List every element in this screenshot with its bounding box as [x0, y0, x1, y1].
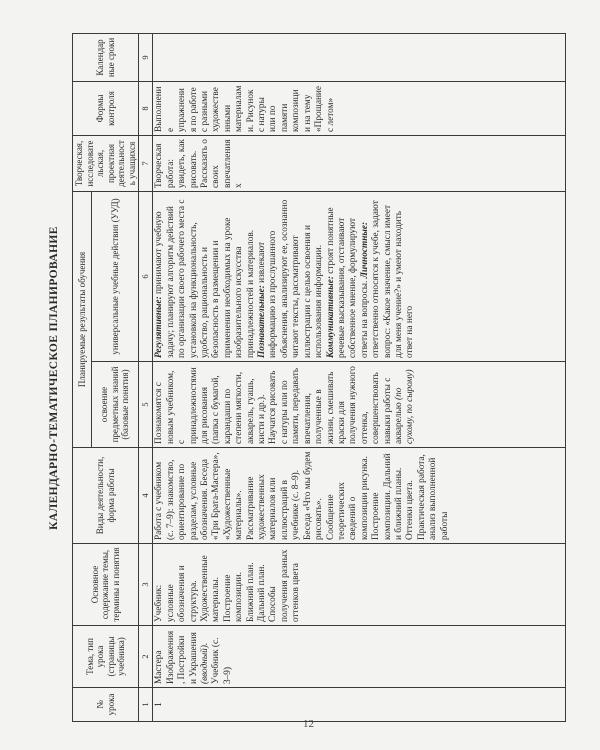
col-number: 4 [139, 448, 153, 544]
header-creative: Творческая, исследовательская, проектная деятельность учащихся [73, 135, 139, 191]
header-uud: универсальные учебные действия (УУД) [91, 191, 138, 361]
table-row [153, 33, 566, 721]
lesson-content: Учебник: условные обозначения и структура. Художественные материалы. Построение композиции. Ближний план. Дальний план. Способы получения разных оттенков цвета [153, 544, 566, 626]
rotated-page [48, 28, 600, 728]
uud-communicative-text: строят понятные речевые высказывания, отстаивают собственное мнение, формулируют ответы на вопросы. [325, 207, 370, 358]
lesson-creative: Творческая работа: увидеть, как рисовать. Рассказать о своих впечатлениях [153, 135, 566, 191]
lesson-number: 1 [153, 688, 566, 722]
header-lesson-number: № урока [73, 688, 139, 722]
uud-personal-label: Личностные: [359, 221, 370, 279]
page-number: 12 [303, 718, 314, 730]
col-number: 2 [139, 626, 153, 688]
lesson-dates [153, 33, 566, 81]
column-number-row [139, 33, 153, 721]
header-activities: Виды деятельности, форма работы [73, 448, 139, 544]
header-control: Формы контроля [73, 81, 139, 135]
header-content: Основное содержание темы, термины и понятия [73, 544, 139, 626]
lesson-topic [153, 626, 566, 688]
planning-table [72, 33, 566, 722]
lesson-activities: Работа с учебником (с. 7–9): знакомство, ориентирование по разделам, условные обозначения. Беседа «Три Брата-Мастера», «Художественные материалы». Рассматривание художественных материалов или иллюстраций в учебнике (с. 8–9). Беседа «Что мы будем рисовать». Сообщение теоретических сведений о композиции рисунка. Построение композиции. Дальний и ближний планы. Оттенки цвета. Практическая работа, анализ выполненной работы [153, 448, 566, 544]
header-topic: Тема, тип урока (страницы учебника) [73, 626, 139, 688]
col-number: 8 [139, 81, 153, 135]
uud-cognitive-text: извлекают информацию из прослушанного объяснения, анализируют ее, осознанно читают тексты, рассматривают иллюстрации с целью освоения и использования информации. [257, 199, 325, 358]
page-title: КАЛЕНДАРНО-ТЕМАТИЧЕСКОЕ ПЛАНИРОВАНИЕ [48, 226, 60, 530]
uud-regulative-text: принимают учебную задачу; планируют алгоритм действий по организации своего рабочего места с установкой на функциональность, удобство, рациональность и безопасность в размещении и применении необходимых на уроке изобразительного искусства принадлежностей и материалов. [154, 199, 256, 358]
header-knowledge: освоение предметных знаний (базовые понятия) [91, 362, 138, 448]
header-row [73, 33, 92, 721]
knowledge-text-2: Научатся рисовать с натуры или по памяти, передавать впечатления, полученные в жизни, смешивать краски для получения нужного оттенка, совершенствовать навыки работы с акварелью [268, 366, 404, 444]
knowledge-text-1: Познакомятся с новым учебником, с принадлежностями для рисования (папка с бумагой, карандаши по степени мягкости, акварель, гуашь, кисти и др.). [154, 367, 268, 444]
lesson-knowledge [153, 362, 566, 448]
header-planned-results: Планируемые результаты обучения [73, 191, 92, 447]
col-number: 6 [139, 191, 153, 361]
knowledge-text-3: (по сухому, по сырому) [393, 369, 416, 444]
col-number: 3 [139, 544, 153, 626]
lesson-uud [153, 191, 566, 361]
header-dates: Календарные сроки [73, 33, 139, 81]
topic-pages: Учебник (с. 3–9) [211, 637, 233, 684]
col-number: 5 [139, 362, 153, 448]
lesson-control: Выполнение упражнения по работе с разными художественными материалами. Рисунок с натуры или по памяти композиции на тему «Прощание с летом» [153, 81, 566, 135]
col-number: 1 [139, 688, 153, 722]
uud-communicative-label: Коммуникативные: [325, 276, 336, 358]
col-number: 9 [139, 33, 153, 81]
uud-personal-text: ответственно относятся к учебе, задают вопрос: «Какое значение, смысл имеет для меня учение?» и умеют находить ответ на него [371, 200, 416, 358]
uud-cognitive-label: Познавательные: [257, 285, 268, 358]
uud-regulative-label: Регулятивные: [154, 296, 165, 358]
col-number: 7 [139, 135, 153, 191]
topic-title: Мастера Изображения, Постройки и Украшения [154, 630, 199, 684]
topic-type: (вводный). [200, 642, 211, 684]
